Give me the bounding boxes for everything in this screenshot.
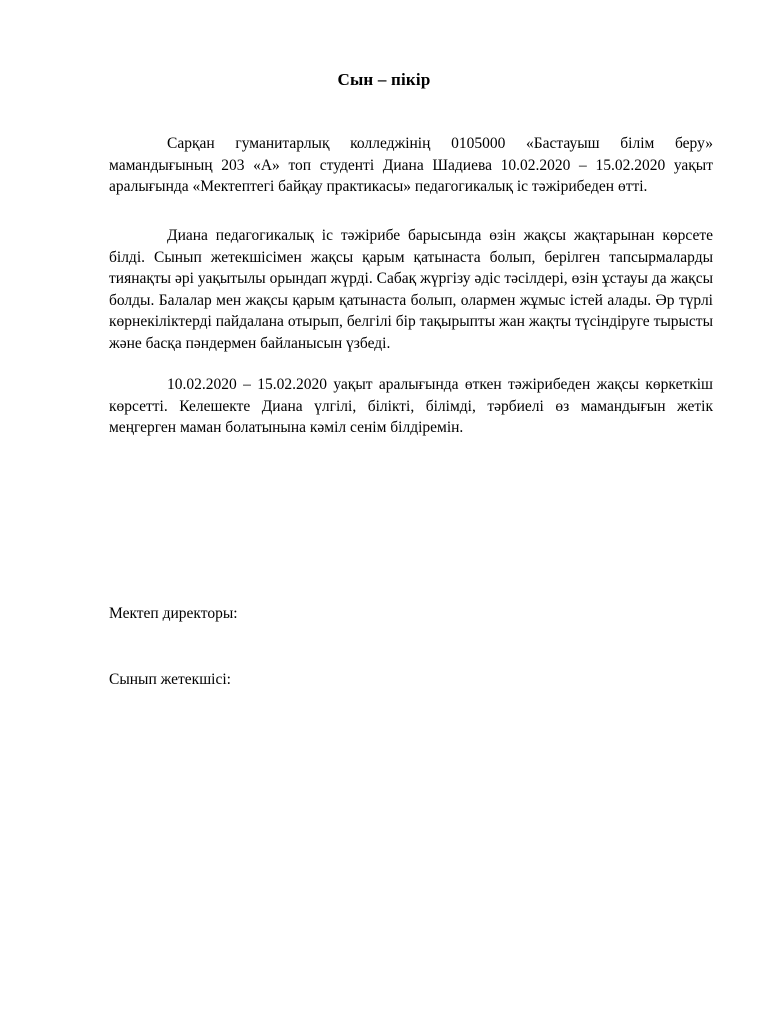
paragraph-internship-info: Сарқан гуманитарлық колледжінің 0105000 «Бастауыш білім беру» мамандығының 203 «А» топ студенті Диана Шадиева 10.02.2020 – 15.02.2020 уақыт аралығында «Мектептегі байқау практикасы» педагогикалық іс тәжірибеден өтті. (109, 135, 713, 195)
paragraph-performance: Диана педагогикалық іс тәжірибе барысында өзін жақсы жақтарынан көрсете білді. Сынып жетекшісімен жақсы қарым қатынаста болып, берілген тапсырмаларды тиянақты әрі уақытылы орындап жүрді. Сабақ жүргізу әдіс тәсілдері, өзін ұстауы да жақсы болды. Балалар мен жақсы қарым қатынаста болып, олармен жұмыс істей алады. Әр түрлі көрнекіліктерді пайдалана отырып, белгілі бір тақырыпты жан жақты түсіндіруге тырысты және басқа пәндермен байланысын үзбеді. (109, 227, 713, 352)
signature-class-teacher: Сынып жетекшісі: (109, 671, 231, 688)
paragraph-conclusion: 10.02.2020 – 15.02.2020 уақыт аралығында өткен тәжірибеден жақсы көркеткіш көрсетті. Келешекте Диана үлгілі, білікті, білімді, тәрбиелі өз мамандығын жетік меңгерген маман болатынына кәміл сенім білдіремін. (109, 376, 713, 436)
signature-school-director: Мектеп директоры: (109, 605, 238, 622)
document-title: Сын – пікір (337, 70, 431, 89)
